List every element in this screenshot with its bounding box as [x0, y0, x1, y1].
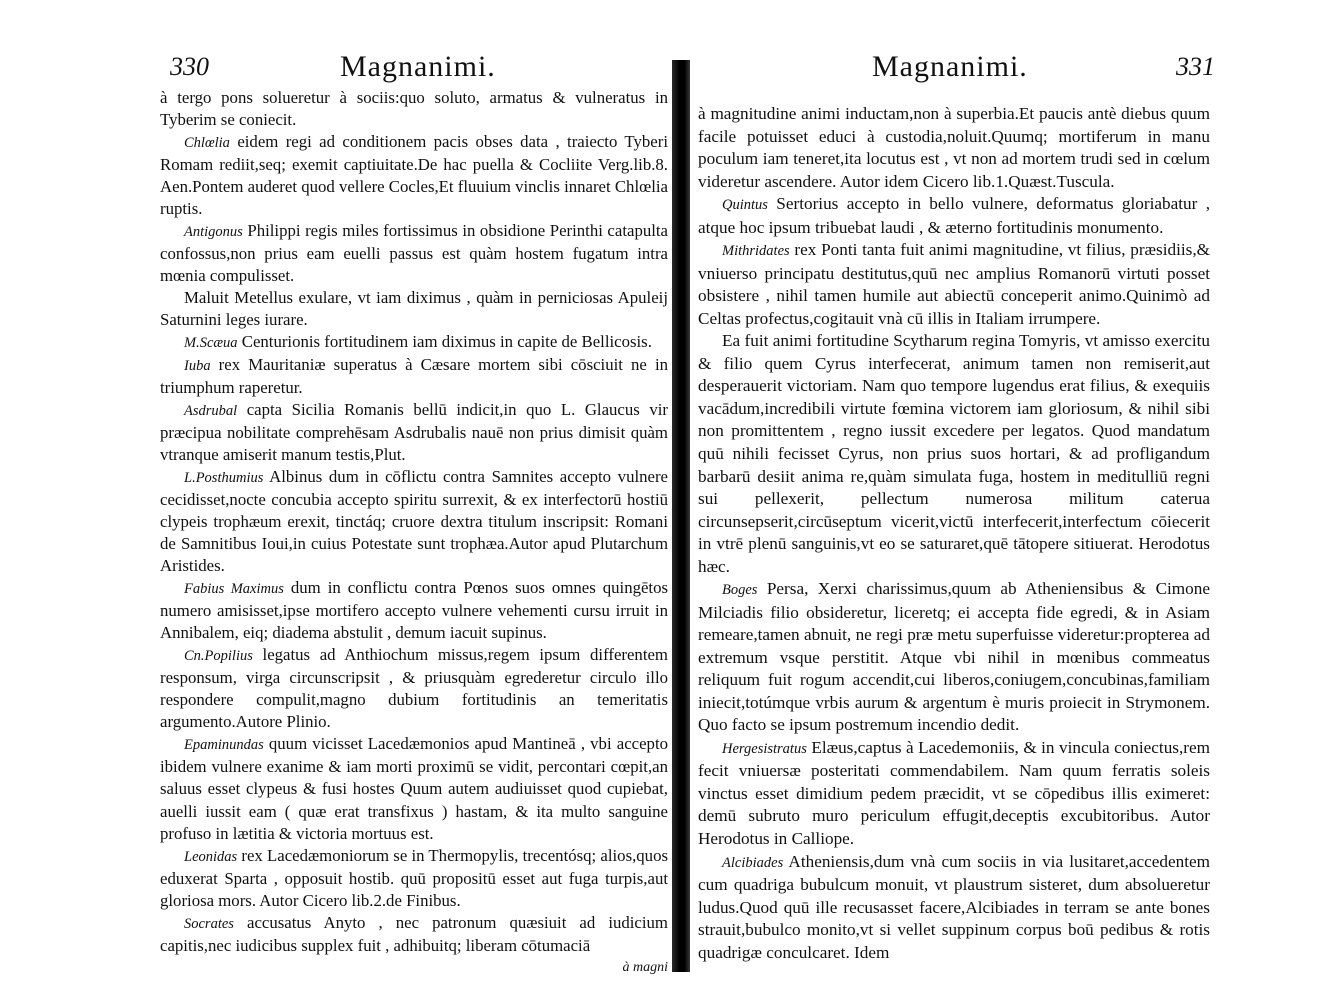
paragraph	[698, 851, 1210, 965]
paragraph-text: accusatus Anyto , nec patronum quæsiuit ad iudicium capitis,nec iudicibus supplex fuit , adhibuitq; liberam cōtumaciā	[160, 912, 668, 955]
paragraph-text: Centurionis fortitudinem iam diximus in capite de Bellicosis.	[237, 332, 652, 352]
paragraph	[160, 131, 668, 220]
paragraph-text: à tergo pons solueretur à sociis:quo soluto, armatus & vulneratus in Tyberim se coniecit.	[160, 88, 668, 130]
paragraph-lead-name: L.Posthumius	[184, 470, 264, 487]
paragraph-text: Atheniensis,dum vnà cum sociis in via lusitaret,accedentem cum quadriga bubulcum monuit, vt plaustrum sisteret, dum absolueretur ludus.Quod quū ille recusasset facere,Alcibiades in terram se ante bones strauit,bubulco monito,vt si vellet suppinum corpus boū pedibus & rotis quadrigæ conculcaret. Idem	[698, 851, 1210, 962]
paragraph-text: Persa, Xerxi charissimus,quum ab Atheniensibus & Cimone Milciadis filio obsideretur, liceretq; ei accepta fide egredi, & in Asiam remeare,tamen abnuit, ne regi præ metu superfuisse videretur:propterea ad extremum vsque perstitit. Atque vbi nihil in mœnibus commeatus reliquum fuit rogum accendit,cui liberos,coniugem,concubinas,familiam iniecit,totúmque vrbis aurum & argentum è muris proiecit in Strymonem. Quo facto se ipsum postremum incendio dedit.	[698, 579, 1210, 735]
paragraph-lead-name: Leonidas	[184, 848, 238, 865]
paragraph	[160, 354, 668, 399]
paragraph-lead-name: Chlœlia	[184, 135, 230, 152]
right-page	[690, 0, 1321, 1000]
right-page-body	[698, 103, 1210, 964]
paragraph	[160, 331, 668, 354]
paragraph	[160, 733, 668, 844]
paragraph-lead-name: Cn.Popilius	[184, 648, 253, 665]
paragraph-lead-name: M.Scæua	[184, 335, 238, 352]
paragraph-text: Philippi regis miles fortissimus in obsidione Perinthi catapulta confossus,non prius eam euelli passus est quàm hostem fugatum intra mœnia compulisset.	[160, 221, 668, 286]
paragraph-text: Albinus dum in cōflictu contra Samnites accepto vulnere cecidisset,nocte concubia accepto spiritu surrexit, & ex interfectorū hostiū clypeis trophæum erexit, tinctáq; cruore dextra titulum inscripsit: Romani de Samnitibus Ioui,in cuius Potestate sunt trophæa.Autor apud Plutarchum Aristides.	[160, 467, 668, 576]
paragraph-text: Sertorius accepto in bello vulnere, deformatus gloriabatur , atque hoc ipsum tribuebat laudi , & æterno fortitudinis monumento.	[698, 194, 1210, 237]
paragraph	[160, 845, 668, 912]
left-page-header	[170, 52, 670, 92]
paragraph-text: eidem regi ad conditionem pacis obses data , traiecto Tyberi Romam rediit,seq; exemit captiuitate.De hac puella & Cocliite Verg.lib.8. Aen.Pontem auderet quod vellere Cocles,Et fluuium vinclis innaret Chlœlia ruptis.	[160, 132, 668, 219]
paragraph	[160, 399, 668, 466]
paragraph-text: rex Ponti tanta fuit animi magnitudine, vt filius, præsidiis,& vniuerso principatu destitutus,quū nec amplius Romanorū virtuti posset obsistere , nihil tamen humile aut abiectū conceperit animo.Quinimò ad Celtas profectus,cogitauit vnà cū illis in Italiam irrumpere.	[698, 240, 1210, 328]
running-head-left: Magnanimi.	[340, 50, 496, 83]
page-number-right: 331	[1176, 52, 1215, 81]
paragraph	[698, 737, 1210, 851]
paragraph-lead-name: Fabius Maximus	[184, 581, 284, 598]
paragraph-text: Ea fuit animi fortitudine Scytharum regina Tomyris, vt amisso exercitu & filio quem Cyrus interfecerat, animum tamen non remiserit,aut desperauerit victoriam. Nam quo tempore lugendus erat filius, & exequiis vacādum,incredibili virtute fœmina victorem iam gloriosum, & nihil sibi non promittentem , regno iussit excedere per legatos. Quod mandatum quū nihili fecisset Cyrus, non prius suos hortari, & ad profligandum barbarū desiit anima re,quàm simulata fuga, hostem in meditulliū regni sui pellexerit, pellectum numerosa militum caterua circunsepserit,circūseptum vicerit,victū interfecerit,interfectum cōiecerit in vtrē plenū sanguinis,vt eo se saturaret,quē tātopere sitiuerat. Herodotus hæc.	[698, 331, 1210, 576]
paragraph	[698, 193, 1210, 239]
paragraph	[698, 330, 1210, 578]
catchword: à magni	[622, 959, 668, 975]
book-gutter	[672, 60, 690, 972]
paragraph-lead-name: Epaminundas	[184, 737, 264, 754]
paragraph-text: Elæus,captus à Lacedemoniis, & in vincula coniectus,rem fecit vniuersæ posteritati commendabilem. Nam quum ferratis soleis vinctus esset dimidium pedem præcidit, vt se cōpedibus illis eximeret: demū subruto muro periculum effugit,deceptis excubitoribus. Autor Herodotus in Calliope.	[698, 737, 1210, 848]
paragraph-lead-name: Antigonus	[184, 224, 243, 241]
paragraph-text: dum in conflictu contra Pœnos suos omnes quingētos numero amisisset,ipse mortifero accepto vulnere vehementi cursu irruit in Annibalem, eiq; diadema abstulit , demum iacuit supinus.	[160, 578, 669, 643]
paragraph-lead-name: Mithridates	[722, 243, 790, 260]
paragraph	[160, 287, 668, 331]
paragraph-lead-name: Socrates	[184, 915, 234, 932]
paragraph	[698, 103, 1210, 193]
running-head-right: Magnanimi.	[872, 50, 1028, 83]
page-number-left: 330	[170, 52, 209, 81]
paragraph-text: Maluit Metellus exulare, vt iam diximus , quàm in perniciosas Apuleij Saturnini leges iurare.	[160, 288, 668, 330]
left-page-body	[160, 87, 668, 979]
paragraph	[160, 912, 668, 957]
paragraph-text: capta Sicilia Romanis bellū indicit,in quo L. Glaucus vir præcipua nobilitate comprehēsam Asdrubalis nauē non prius dimisit quàm vtranque amiserit manum testis,Plut.	[160, 400, 668, 465]
paragraph-text: rex Mauritaniæ superatus à Cæsare mortem sibi cōsciuit ne in triumphum raperetur.	[160, 355, 668, 398]
paragraph	[698, 239, 1210, 330]
right-page-header	[690, 50, 1215, 92]
paragraph-text: à magnitudine animi inductam,non à superbia.Et paucis antè diebus quum facile potuisset educi à custodia,noluit.Quumq; mortiferum in manu poculum iam teneret,ita locutus est , vt non ad mortem trudi sed in cœlum videretur ascendere. Autor idem Cicero lib.1.Quæst.Tuscula.	[698, 104, 1210, 191]
paragraph-text: quum vicisset Lacedæmonios apud Mantineā , vbi accepto ibidem vulnere exanime & iam morti proximū se vidit, percontari cœpit,an saluus esset clypeus & fusi hostes Quum autem audiuisset quod cupiebat, auelli iussit eam ( quæ erat transfixus ) hastam, & ita multo sanguine profuso in lætitia & victoria mortuus est.	[160, 734, 668, 843]
paragraph	[698, 578, 1210, 737]
paragraph-lead-name: Iuba	[184, 358, 211, 375]
paragraph-lead-name: Quintus	[722, 197, 768, 214]
paragraph	[160, 577, 668, 644]
paragraph-lead-name: Alcibiades	[722, 854, 784, 871]
paragraph-lead-name: Boges	[722, 582, 758, 599]
paragraph-text: rex Lacedæmoniorum se in Thermopylis, trecentósq; alios,quos eduxerat Sparta , opposuit hostib. quū propositū esset aut fuga turpis,aut gloriosa mors. Autor Cicero lib.2.de Finibus.	[160, 845, 668, 910]
paragraph	[160, 220, 668, 287]
paragraph	[160, 466, 668, 577]
paragraph-lead-name: Asdrubal	[184, 403, 238, 420]
paragraph-lead-name: Hergesistratus	[722, 740, 807, 757]
paragraph	[160, 87, 668, 131]
paragraph-text: legatus ad Anthiochum missus,regem ipsum differentem responsum, virga circunscripsit , & priusquàm egrederetur circulo illo respondere compulit,magno dubium fortitudinis an temeritatis argumento.Autore Plinio.	[160, 645, 668, 732]
paragraph	[160, 644, 668, 733]
